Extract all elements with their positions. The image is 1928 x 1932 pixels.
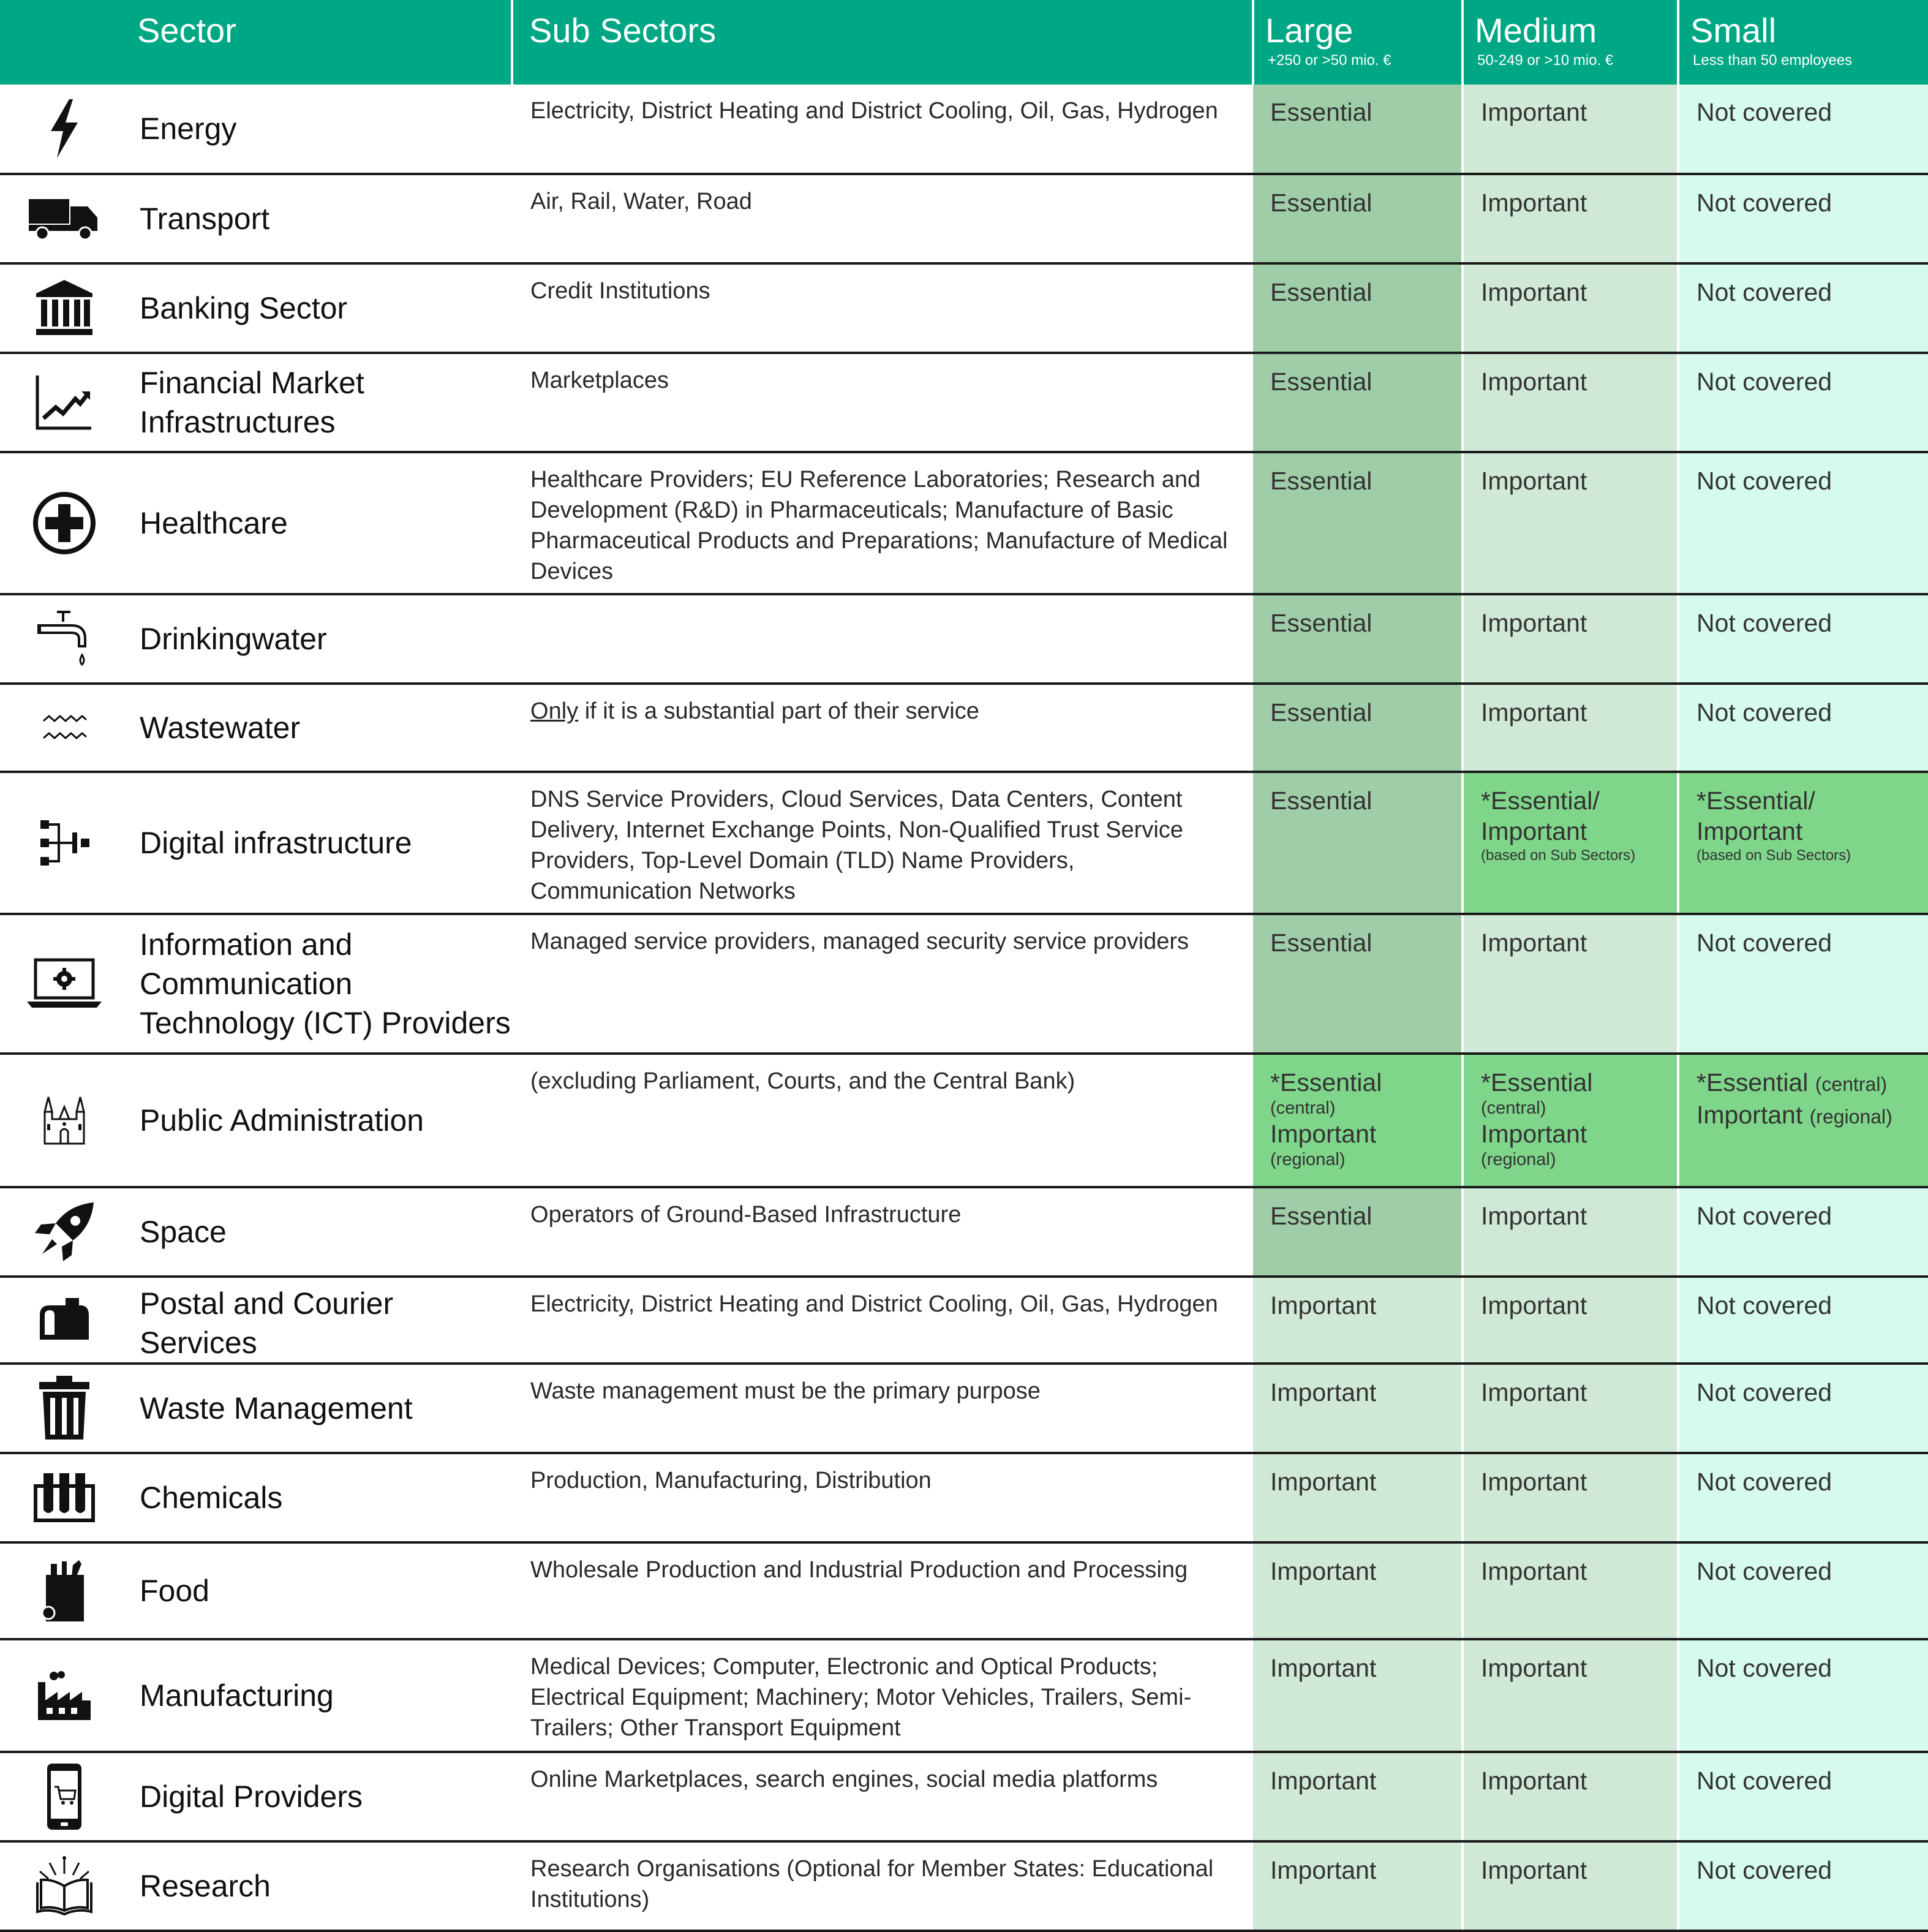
level-medium: Important <box>1463 914 1678 1054</box>
level-large: Important <box>1253 1542 1463 1639</box>
level-small: Not covered <box>1678 1277 1928 1364</box>
header-medium: Medium 50-249 or >10 mio. € <box>1463 0 1678 85</box>
level-small: Not covered <box>1678 914 1928 1054</box>
header-row <box>0 0 1928 85</box>
sector-name: Research <box>129 1841 512 1931</box>
sector-name: Energy <box>129 85 512 174</box>
header-large: Large +250 or >50 mio. € <box>1253 0 1463 85</box>
level-large: Essential <box>1253 1187 1463 1277</box>
sector-name: Public Administration <box>129 1054 512 1187</box>
level-medium: Important <box>1463 1841 1678 1931</box>
table-row <box>0 174 1928 263</box>
level-medium: Important <box>1463 594 1678 684</box>
sector-name: Information and Communication Technology (ICT) Providers <box>129 914 512 1054</box>
table-row <box>0 594 1928 684</box>
sub-sectors <box>512 594 1253 684</box>
level-medium: Important <box>1463 1364 1678 1453</box>
level-medium: Important <box>1463 1187 1678 1277</box>
table-row <box>0 452 1928 594</box>
level-medium: Important <box>1463 1277 1678 1364</box>
level-large: Essential <box>1253 353 1463 452</box>
sub-sectors: Managed service providers, managed security service providers <box>512 914 1253 1054</box>
level-large: Essential <box>1253 263 1463 353</box>
sub-sectors: Production, Manufacturing, Distribution <box>512 1453 1253 1542</box>
level-small: Not covered <box>1678 1187 1928 1277</box>
grocery-bag-icon <box>0 1542 129 1639</box>
level-large: Important <box>1253 1752 1463 1841</box>
sub-sectors: Credit Institutions <box>512 263 1253 353</box>
sub-sectors: (excluding Parliament, Courts, and the Central Bank) <box>512 1054 1253 1187</box>
level-large: Essential <box>1253 174 1463 263</box>
level-small: Not covered <box>1678 1639 1928 1752</box>
sector-name: Healthcare <box>129 452 512 594</box>
sector-name: Postal and Courier Services <box>129 1277 512 1364</box>
table-row <box>0 1054 1928 1187</box>
level-medium: Important <box>1463 1542 1678 1639</box>
header-medium-note: 50-249 or >10 mio. € <box>1477 52 1614 69</box>
header-large-note: +250 or >50 mio. € <box>1268 52 1391 69</box>
level-medium: Important <box>1463 1752 1678 1841</box>
test-tubes-icon <box>0 1453 129 1542</box>
level-medium: Important <box>1463 174 1678 263</box>
level-medium: Important <box>1463 684 1678 772</box>
factory-icon <box>0 1639 129 1752</box>
level-medium: *Essential (central) Important (regional) <box>1463 1054 1678 1187</box>
level-small: Not covered <box>1678 85 1928 174</box>
sub-sectors: Only if it is a substantial part of their service <box>512 684 1253 772</box>
level-large: Important <box>1253 1453 1463 1542</box>
table-row <box>0 353 1928 452</box>
sector-name: Digital infrastructure <box>129 772 512 914</box>
level-small: Not covered <box>1678 452 1928 594</box>
table-row <box>0 1752 1928 1841</box>
level-large: Important <box>1253 1277 1463 1364</box>
sub-sectors: Wholesale Production and Industrial Production and Processing <box>512 1542 1253 1639</box>
table-row <box>0 1277 1928 1364</box>
level-medium: Important <box>1463 1639 1678 1752</box>
table-row <box>0 684 1928 772</box>
sub-sectors: Medical Devices; Computer, Electronic and Optical Products; Electrical Equipment; Machinery; Motor Vehicles, Trailers, Semi-Trailers; Other Transport Equipment <box>512 1639 1253 1752</box>
sub-sectors: Healthcare Providers; EU Reference Laboratories; Research and Development (R&D) in Pharmaceuticals; Manufacture of Basic Pharmaceutical Products and Preparations; Manufacture of Medical Devices <box>512 452 1253 594</box>
level-small: *Essential/ Important (based on Sub Sectors) <box>1678 772 1928 914</box>
level-small: Not covered <box>1678 684 1928 772</box>
level-medium: Important <box>1463 1453 1678 1542</box>
level-small: Not covered <box>1678 1542 1928 1639</box>
sub-sectors: Electricity, District Heating and District Cooling, Oil, Gas, Hydrogen <box>512 85 1253 174</box>
sector-name: Banking Sector <box>129 263 512 353</box>
table-row <box>0 1639 1928 1752</box>
level-large: Essential <box>1253 914 1463 1054</box>
sector-name: Drinkingwater <box>129 594 512 684</box>
sector-name: Food <box>129 1542 512 1639</box>
rocket-icon <box>0 1187 129 1277</box>
sub-sectors: Operators of Ground-Based Infrastructure <box>512 1187 1253 1277</box>
level-medium: *Essential/ Important (based on Sub Sectors) <box>1463 772 1678 914</box>
sector-name: Chemicals <box>129 1453 512 1542</box>
cathedral-icon <box>0 1054 129 1187</box>
level-large: Essential <box>1253 452 1463 594</box>
sub-sectors: Waste management must be the primary purpose <box>512 1364 1253 1453</box>
level-medium: Important <box>1463 85 1678 174</box>
table-row <box>0 1841 1928 1931</box>
level-medium: Important <box>1463 353 1678 452</box>
level-large: Essential <box>1253 594 1463 684</box>
level-large: Essential <box>1253 772 1463 914</box>
sector-name: Digital Providers <box>129 1752 512 1841</box>
sub-sectors: Marketplaces <box>512 353 1253 452</box>
table-row <box>0 85 1928 174</box>
header-sector: Sector <box>0 0 512 85</box>
sector-name: Financial Market Infrastructures <box>129 353 512 452</box>
level-small: Not covered <box>1678 1453 1928 1542</box>
level-large: *Essential (central) Important (regional) <box>1253 1054 1463 1187</box>
sub-sectors: Research Organisations (Optional for Member States: Educational Institutions) <box>512 1841 1253 1931</box>
truck-icon <box>0 174 129 263</box>
level-small: Not covered <box>1678 1752 1928 1841</box>
water-tap-icon <box>0 594 129 684</box>
network-nodes-icon <box>0 772 129 914</box>
sub-sectors: Online Marketplaces, search engines, social media platforms <box>512 1752 1253 1841</box>
level-large: Essential <box>1253 684 1463 772</box>
laptop-gear-icon <box>0 914 129 1054</box>
sector-name: Transport <box>129 174 512 263</box>
header-sub-sectors: Sub Sectors <box>512 0 1253 85</box>
medical-cross-icon <box>0 452 129 594</box>
header-small-note: Less than 50 employees <box>1693 52 1853 69</box>
smartphone-cart-icon <box>0 1752 129 1841</box>
level-large: Essential <box>1253 85 1463 174</box>
sector-name: Wastewater <box>129 684 512 772</box>
table-row <box>0 1364 1928 1453</box>
trash-can-icon <box>0 1364 129 1453</box>
level-small: Not covered <box>1678 263 1928 353</box>
level-medium: Important <box>1463 452 1678 594</box>
sub-sectors: DNS Service Providers, Cloud Services, Data Centers, Content Delivery, Internet Exchange Points, Non-Qualified Trust Service Providers, Top-Level Domain (TLD) Name Providers, Communication Networks <box>512 772 1253 914</box>
table-row <box>0 1542 1928 1639</box>
table-row <box>0 1453 1928 1542</box>
table-row <box>0 772 1928 914</box>
sector-name: Space <box>129 1187 512 1277</box>
level-small: Not covered <box>1678 174 1928 263</box>
level-large: Important <box>1253 1841 1463 1931</box>
level-small: Not covered <box>1678 594 1928 684</box>
bank-icon <box>0 263 129 353</box>
sector-name: Manufacturing <box>129 1639 512 1752</box>
sector-name: Waste Management <box>129 1364 512 1453</box>
table-row <box>0 914 1928 1054</box>
level-small: Not covered <box>1678 1364 1928 1453</box>
mailbox-icon <box>0 1277 129 1364</box>
level-small: *Essential (central) Important (regional) <box>1678 1054 1928 1187</box>
level-small: Not covered <box>1678 353 1928 452</box>
level-large: Important <box>1253 1364 1463 1453</box>
table-row <box>0 263 1928 353</box>
level-medium: Important <box>1463 263 1678 353</box>
lightning-icon <box>0 85 129 174</box>
table-row <box>0 1187 1928 1277</box>
level-small: Not covered <box>1678 1841 1928 1931</box>
sub-sectors: Electricity, District Heating and District Cooling, Oil, Gas, Hydrogen <box>512 1277 1253 1364</box>
level-large: Important <box>1253 1639 1463 1752</box>
sub-sectors: Air, Rail, Water, Road <box>512 174 1253 263</box>
open-book-icon <box>0 1841 129 1931</box>
header-small: Small Less than 50 employees <box>1678 0 1928 85</box>
trend-chart-icon <box>0 353 129 452</box>
wave-icon <box>0 684 129 772</box>
